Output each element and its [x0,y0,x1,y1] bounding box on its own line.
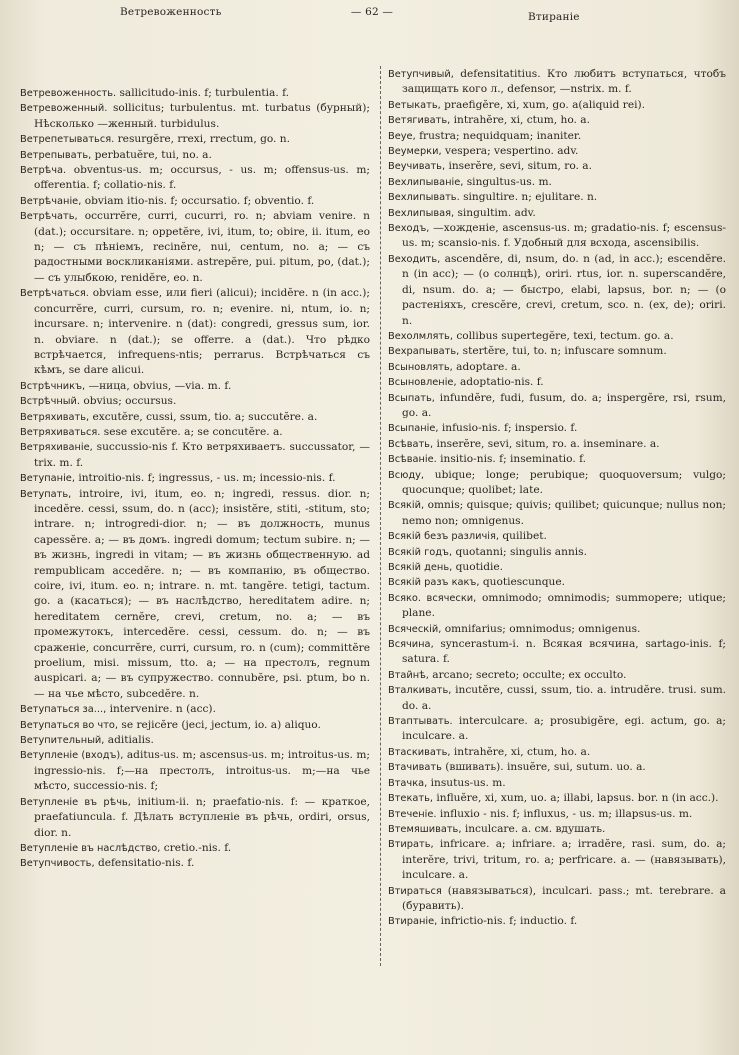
entry-definition: obviam itio-nis. f; occursatio. f; obventio. f. [84,194,315,207]
entry-definition: introire, ivi, itum, eo. n; ingredi, ressus. dior. n; incedĕre. cessi, ssum, do. n (acc); insistĕre, stiti, -stitum, sto; intrare. n; introgredi-dior. n; — въ должность, munus capessĕre. a; — въ домъ. ingredi domum; tectum subire. n; — въ жизнь, ingredi in vitam; — въ жизнь общественную. ad rempublicam accedĕre. n; — въ компанiю, въ общество. coire, ivi, itum. eo. n; intrare. n. mt. tangĕre. tetigi, tactum. go. a (касаться); — въ наслѣдство, hereditatem adire. n; hereditatem cernĕre, crevi, cretum, no. a; — въ промежутокъ, intercedĕre. cessi, cessum. do. n; — въ сраженiе, concurrĕre, curri, cursum, ro. n (cum); committĕre proelium, misi. missum, tto. a; — на престолъ, regnum auspicari. a; — въ супружество. connubĕre, psi. ptum, bo n. — на чье мѣсто, subcedĕre. n. [34,487,370,700]
entry-definition: obvius; occursus. [83,395,177,408]
entry-definition: infrictio-nis. f; inductio. f. [440,915,578,928]
entry-headword: Втекать, [388,793,433,805]
entry-definition: arcano; secreto; occulte; ex occulto. [432,668,627,681]
entry-headword: Всякiй, [388,500,425,512]
dictionary-entry [388,884,726,915]
dictionary-entry [388,252,726,329]
entry-definition: (вшивать). insuĕre, sui, sutum. uo. a. [445,761,646,774]
dictionary-entry [388,714,726,745]
entry-definition: succussio-nis f. Кто ветряхиваетъ. succussator, —trix. m. f. [34,441,370,469]
entry-definition: quotanni; singulis annis. [455,545,587,558]
entry-definition: insutus-us. m. [430,776,506,789]
entry-definition: inserĕre, sevi, situm, ro. a. inseminare. a. [436,437,660,450]
dictionary-entry [20,425,370,440]
entry-headword: Всячина, [388,639,434,651]
entry-definition: (навязываться), inculcari. pass.; mt. terebrare. a (буравить). [402,884,726,912]
entry-definition: quotiescunque. [482,576,565,589]
entry-headword: Втачка, [388,777,428,789]
entry-headword: Втачивать [388,762,442,774]
entry-definition: initium-ii. n; praefatio-nis. f: — краткое, praefatiuncula. f. Дѣлать вступленiе въ рѣчь, ordiri, orsus, dior. n. [34,795,370,839]
entry-headword: Вталкивать, [388,685,452,697]
entry-headword: Ветупчивый, [388,69,454,80]
dictionary-entry [20,410,370,425]
dictionary-entry [388,468,726,499]
entry-definition: adoptatio-nis. f. [459,376,544,389]
entry-headword: Ветрепывать, [20,149,92,161]
entry-headword: Ветрѣча. [20,165,67,177]
entry-headword: Ветрѣчать, [20,211,78,223]
entry-headword: Ветупленiе (входъ), [20,750,124,762]
dictionary-entry [388,360,726,375]
entry-headword: Вехолмлять, [388,330,453,342]
entry-definition: insitio-nis. f; inseminatio. f. [440,453,586,466]
dictionary-entry [388,529,726,544]
entry-headword: Всякiй день, [388,562,453,573]
entry-headword: Ветрепетываться. [20,134,115,146]
dictionary-entry [20,379,370,394]
dictionary-entry [388,837,726,883]
dictionary-entry [20,163,370,194]
entry-headword: Ветряхиваться. [20,426,101,438]
entry-headword: Ветупленiе въ рѣчь, [20,796,131,808]
entry-headword: Всякiй годъ, [388,546,453,558]
dictionary-entry [388,822,726,837]
entry-definition: intervenire. n (acc). [109,703,216,716]
entry-headword: Всыпанiе, [388,423,439,435]
entry-headword: Всыновленiе, [388,377,457,389]
entry-headword: Ветягивать, [388,115,451,127]
entry-definition: stertĕre, tui, to. n; infuscare somnum. [462,345,667,358]
dictionary-entry [388,421,726,436]
dictionary-entry [388,159,726,174]
entry-definition: infundĕre, fudi, fusum, do. a; inspergĕre, rsi, rsum, go. a. [402,391,727,419]
entry-definition: praefigĕre, xi, xum, go. a(aliquid rei). [444,98,645,111]
entry-definition: infusio-nis. f; inspersio. f. [441,422,578,435]
entry-headword: Ветупанie, [20,473,75,485]
dictionary-entry [388,760,726,775]
entry-definition: aditus-us. m; ascensus-us. m; introitus-us. m; ingressio-nis. f;—на престолъ, introitus-us. m;—на чье мѣсто, successio-nis. f; [34,749,370,793]
dictionary-entry [20,856,370,871]
dictionary-entry [388,329,726,344]
dictionary-entry [20,132,370,147]
entry-headword: Втаптывать. [388,716,453,728]
dictionary-entry [388,683,726,714]
column-divider [380,66,381,966]
entry-headword: Ветупительный, [20,735,105,747]
entry-headword: Всяко. всячески, [388,592,477,604]
entry-definition: incutĕre, cussi, ssum, tio. a. intrudĕre. trusi. sum. do. a. [402,684,726,712]
entry-definition: occurrĕre, curri, cucurri, ro. n; abviam venire. n (dat.); occursitare. n; oppetĕre, ivi, itum, to; obire, ii. itum, eo n; — съ пѣнiемъ, recinĕre, nui, centum, no. a; — съ радостными воскликанiями. astrepĕre, pui. pitum, po, (dat.); — съ улыбкою, renidĕre, eo. n. [34,210,371,284]
entry-definition: infricare. a; infriare. a; irradĕre, rasi. sum, do. a; interĕre, trivi, tritum, ro. a; perfricare. a. — (навязывать), inculcare. a. [402,838,726,882]
dictionary-entry [20,841,370,856]
right-column [388,67,726,930]
entry-headword: Втеченiе. [388,808,437,820]
entry-definition: singultus-us. m. [466,175,552,188]
entry-definition: —хожденiе, ascensus-us. m; gradatio-nis. f; escensus-us. m; scansio-nis. f. Удобный для всхода, ascensibilis. [402,222,726,250]
entry-headword: Втемяшивать, [388,823,462,835]
entry-headword: Ветряхиванie, [20,442,93,454]
entry-definition: omnimodo; omnimodis; summopere; utique; plane. [402,591,726,620]
dictionary-entry [388,175,726,190]
entry-headword: Вехлипывая, [388,207,455,219]
entry-definition: aditialis. [107,734,154,747]
dictionary-entry [20,718,370,733]
entry-headword: Всыновлять, [388,361,453,373]
entry-headword: Веучивать, [388,161,446,173]
entry-definition: syncerastum-i. n. Всякая всячина, sartago-inis. f; satura. f. [402,638,727,666]
entry-headword: Вехлипыванiе, [388,176,464,188]
dictionary-entry [388,344,726,359]
entry-definition: obviam esse, или fieri (alicui); incidĕre. n (in acc.); concurrĕre, curri, cursum, ro. n; evenire. ni, ntum, io. n; incursare. n; intervenire. n (dat): congredi, gressus sum, ior. n. obviare. n (dat.); se offerre. a (dat.). Что рѣдко встрѣчается, infrequens-ntis; perrarus. Встрѣчаться съ кѣмъ, se dare alicui. [34,287,370,377]
dictionary-entry [388,190,726,205]
entry-headword: Ветупаться во что, [20,719,119,731]
entry-definition: cretio.-nis. f. [163,841,232,854]
entry-definition: intrahĕre, xi, ctum, ho. a. [453,114,590,127]
entry-headword: Ветупать, [20,488,72,500]
entry-definition: resurgĕre, rrexi, rrectum, go. n. [117,133,290,146]
dictionary-entry [20,471,370,486]
entry-definition: se rejicĕre (jeci, jectum, io. a) aliquo. [121,718,321,731]
entry-definition: adoptare. a. [456,360,521,373]
dictionary-entry [388,98,726,113]
entry-definition: omnis; quisque; quivis; quilibet; quicunque; nullus non; nemo non; omnigenus. [402,499,726,527]
dictionary-entry [20,86,370,101]
dictionary-entry [20,286,370,378]
dictionary-entry [388,745,726,760]
dictionary-entry [388,545,726,560]
entry-definition: collibus supertegĕre, texi, tectum. go. a. [456,329,674,342]
dictionary-entry [20,101,370,132]
dictionary-entry [20,440,370,471]
entry-headword: Всѣванiе. [388,454,437,466]
entry-headword: Всыпать, [388,392,435,404]
dictionary-entry [388,807,726,822]
dictionary-entry [20,733,370,748]
entry-headword: Вехрапывать, [388,346,460,358]
entry-headword: Веходить, [388,253,441,265]
dictionary-entry [388,221,726,252]
dictionary-entry [388,914,726,929]
dictionary-entry [388,144,726,159]
entry-headword: Ветревоженный. [20,103,108,115]
entry-definition: omnifarius; omnimodus; omnigenus. [444,622,641,635]
entry-headword: Всяческiй, [388,623,442,635]
entry-definition: frustra; nequidquam; inaniter. [419,129,582,142]
entry-headword: Ветупленiе въ наслѣдство, [20,842,161,854]
entry-definition: quotidie. [455,561,504,573]
entry-definition: inserĕre, sevi, situm, ro. a. [448,160,592,173]
running-head-left: Ветревоженность [120,6,222,18]
dictionary-entry [388,206,726,221]
dictionary-entry [388,452,726,467]
dictionary-entry [388,575,726,590]
dictionary-entry [20,148,370,163]
entry-headword: Встрѣчный. [20,396,81,408]
entry-headword: Веумерки, [388,146,442,158]
left-column [20,86,370,872]
entry-headword: Ветряхивать, [20,411,90,423]
dictionary-entry [388,560,726,575]
entry-definition: ascendĕre, di, nsum, do. n (ad, in acc.); escendĕre. n (in acc); — (о солнцѣ), oriri. rtus, ior. n. superscandĕre, di, nsum. do. a; — быстро, elabi, lapsus, bor. n; — (о растенiяхъ, crescĕre, crevi, cretum, sco. n. (ex, de); oriri. n. [402,252,726,327]
entry-headword: Втайнѣ, [388,669,429,681]
entry-definition: sallicitudo-inis. f; turbulentia. f. [119,87,290,99]
page-number: — 62 — [350,6,394,18]
dictionary-entry [20,795,370,841]
dictionary-entry [388,591,726,622]
entry-headword: Веходъ, [388,223,430,235]
entry-headword: Втираться [388,885,442,897]
entry-definition: intrahĕre, xi, ctum, ho. a. [453,745,591,758]
entry-headword: Всякiй разъ какъ, [388,577,480,589]
dictionary-entry [388,776,726,791]
dictionary-entry [20,702,370,717]
entry-headword: Ветрѣчанiе, [20,195,82,207]
entry-definition: quilibet. [502,530,547,543]
dictionary-entry [20,748,370,794]
dictionary-entry [20,394,370,409]
entry-headword: Втиранiе, [388,916,438,928]
entry-headword: Втирать, [388,839,434,851]
entry-headword: Всякiй безъ различiя, [388,531,500,543]
dictionary-entry [388,375,726,390]
entry-definition: —ница, obvius, —via. m. f. [88,379,232,392]
entry-definition: excutĕre, cussi, ssum, tio. a; succutĕre. a. [92,410,318,423]
entry-headword: Втаскивать, [388,746,451,758]
entry-headword: Веуе, [388,130,416,142]
entry-definition: defensitatitius. Кто любитъ вступаться, чтобъ защищать кого л., defensor, —nstrix. m. f. [402,68,726,96]
dictionary-entry [388,391,726,422]
entry-headword: Ветупаться за..., [20,704,107,716]
entry-headword: Ветревоженность. [20,88,117,99]
dictionary-entry [388,113,726,128]
entry-definition: influĕre, xi, xum, uo. a; illabi, lapsus. bor. n (in acc.). [436,792,719,805]
dictionary-entry [20,209,370,286]
entry-definition: vespera; vespertino. adv. [444,145,579,158]
entry-headword: Встрѣчникъ, [20,380,86,392]
dictionary-entry [388,67,726,98]
dictionary-entry [388,791,726,806]
entry-headword: Ветыкать, [388,99,441,111]
entry-headword: Ветупчивость, [20,858,95,870]
entry-definition: singultire. n; ejulitare. n. [463,191,598,204]
entry-headword: Всюду, [388,469,425,481]
entry-definition: obventus-us. m; occursus, - us. m; offensus-us. m; offerentia. f; collatio-nis. f. [34,164,370,192]
entry-definition: inculcare. a. см. вдушать. [464,822,606,835]
entry-definition: defensitatio-nis. f. [97,857,195,870]
entry-definition: sese excutĕre. a; se concutĕre. a. [103,425,283,438]
entry-headword: Всѣвать, [388,438,434,450]
dictionary-entry [388,637,726,668]
dictionary-entry [388,437,726,452]
dictionary-entry [388,129,726,144]
dictionary-entry [388,668,726,683]
entry-definition: introitio-nis. f; ingressus, - us. m; incessio-nis. f. [78,472,336,485]
entry-headword: Ветрѣчаться. [20,288,89,300]
entry-definition: interculcare. a; prosubigĕre, egi. actum, go. a; inculcare. a. [402,715,726,743]
dictionary-entry [388,498,726,529]
entry-definition: influxio - nis. f; influxus, - us. m; illapsus-us. m. [439,807,693,820]
entry-definition: ubique; longe; perubique; quoquoversum; vulgo; quocunque; quolibet; late. [402,468,726,496]
dictionary-entry [20,194,370,209]
entry-headword: Вехлипывать. [388,192,460,204]
entry-definition: perbatuĕre, tui, no. a. [94,148,212,161]
entry-definition: sollicitus; turbulentus. mt. turbatus (бурный); Нѣсколько —женный. turbidulus. [34,102,370,130]
dictionary-entry [388,622,726,637]
dictionary-entry [20,487,370,703]
running-head-right: Втиранiе [528,11,580,23]
entry-definition: singultim. adv. [457,206,536,219]
